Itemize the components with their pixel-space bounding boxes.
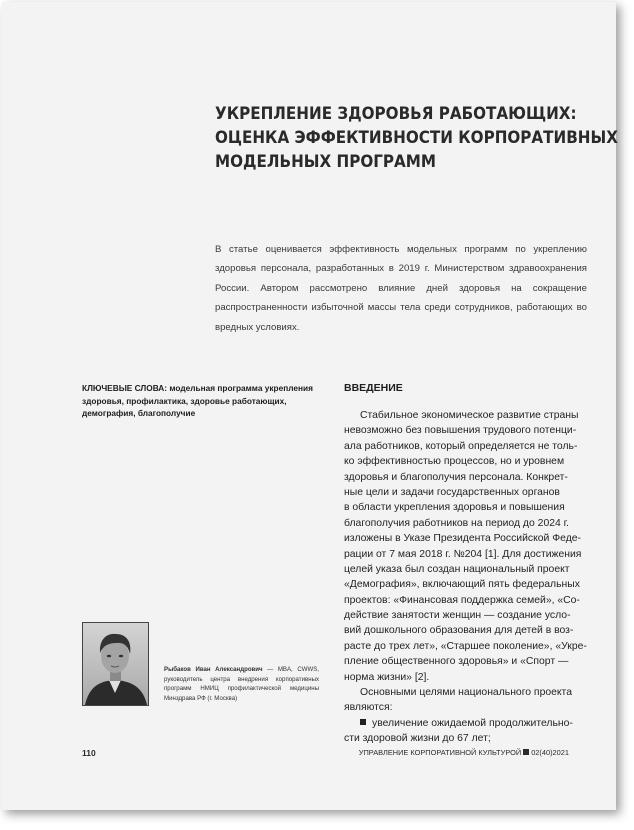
body-line: в области укрепления здоровья и повышения <box>344 502 565 514</box>
journal-footer <box>359 748 569 757</box>
body-line: рации от 7 мая 2018 г. №204 [1]. Для достижения <box>344 548 582 560</box>
section-heading: ВВЕДЕНИЕ <box>344 382 403 394</box>
body-line: расте до трех лет», «Старшее поколение», «Укре- <box>344 640 587 652</box>
journal-name: УПРАВЛЕНИЕ КОРПОРАТИВНОЙ КУЛЬТУРОЙ <box>358 748 522 757</box>
title-line: УКРЕПЛЕНИЕ ЗДОРОВЬЯ РАБОТАЮЩИХ: <box>215 104 577 123</box>
body-line: норма жизни» [2]. <box>344 671 430 683</box>
bullet-item <box>344 716 592 731</box>
body-line: Стабильное экономическое развитие страны <box>360 410 579 421</box>
article-abstract: В статье оценивается эффективность модельных программ по укреплению здоровья персонала, разработанных в 2019 г. Министерством здравоохранения России. Автором рассмотрено влияние дней здоровья на сокращение распространенности избыточной массы тела среди сотрудников, работающих во вредных условиях. <box>215 244 587 333</box>
keywords-block <box>82 382 314 420</box>
author-description: — MBA, CWWS, руководитель центра внедрения корпоративных программ НМИЦ профилактической медицины Минздрава РФ (г. Москва) <box>164 666 319 702</box>
body-line: проектов: «Финансовая поддержка семей», «Со- <box>344 594 580 606</box>
issue-number: 02(40)2021 <box>531 748 569 757</box>
body-line: изложены в Указе Президента Российской Феде- <box>344 533 581 545</box>
author-photo <box>82 622 149 706</box>
page-number: 110 <box>82 748 96 758</box>
body-line: благополучия работников на период до 2024 г. <box>344 517 570 529</box>
square-separator-icon <box>523 749 529 755</box>
body-line: невозможно без повышения трудового потенци- <box>344 425 577 437</box>
article-title <box>215 102 618 174</box>
body-line: действие занятости женщин — создание усло- <box>344 610 571 622</box>
body-line: здоровья и благополучия персонала. Конкрет- <box>344 471 568 483</box>
body-text <box>344 408 592 747</box>
body-line: ко эффективностью процессов, но и уровнем <box>344 456 565 468</box>
body-line: целей указа был создан национальный проект <box>344 563 570 575</box>
square-bullet-icon <box>360 719 366 725</box>
body-line: ные цели и задачи государственных органов <box>344 486 560 498</box>
body-line: пление общественного здоровья» и «Спорт — <box>344 656 569 668</box>
body-line: «Демография», включающий пять федеральных <box>344 579 580 591</box>
magazine-page <box>2 2 616 810</box>
author-name: Рыбаков Иван Александрович <box>164 666 263 673</box>
body-line: вий дошкольного образования для детей в воз- <box>344 625 574 637</box>
body-line: являются: <box>344 702 393 714</box>
keywords-text: модельная программа укрепления здоровья, профилактика, здоровье работающих, демография, благополучие <box>82 383 313 418</box>
title-line: МОДЕЛЬНЫХ ПРОГРАММ <box>215 152 437 171</box>
bullet-continuation: сти здоровой жизни до 67 лет; <box>344 733 491 745</box>
title-line: ОЦЕНКА ЭФФЕКТИВНОСТИ КОРПОРАТИВНЫХ <box>215 128 618 147</box>
body-line: ала работников, который определяется не толь- <box>344 440 578 452</box>
body-line: Основными целями национального проекта <box>360 687 572 699</box>
author-info <box>164 665 319 703</box>
keywords-label: КЛЮЧЕВЫЕ СЛОВА: <box>82 383 168 393</box>
bullet-text: увеличение ожидаемой продолжительно- <box>372 717 573 729</box>
